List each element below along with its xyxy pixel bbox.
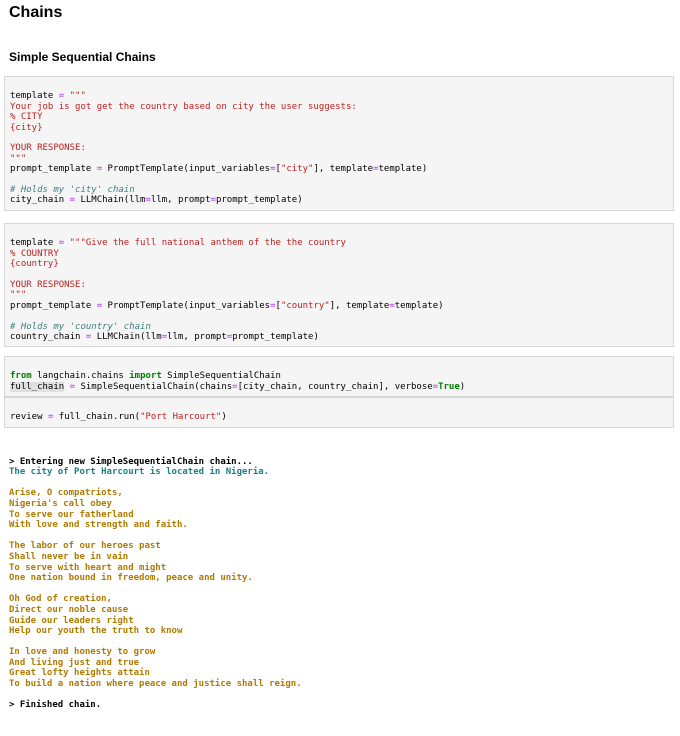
code-line-blank — [10, 175, 668, 185]
code-line: YOUR RESPONSE: — [10, 143, 86, 154]
anthem-stanza-1: Arise, O compatriots, Nigeria's call obey To serve our fatherland With love and strength and faith. — [9, 488, 188, 531]
output-finished: > Finished chain. — [9, 700, 102, 711]
page-title: Chains — [9, 4, 63, 21]
code-cell-full-chain[interactable] — [4, 356, 674, 397]
code-comment: # Holds my 'country' chain — [10, 321, 151, 332]
code-line-blank — [10, 270, 668, 280]
section-title: Simple Sequential Chains — [9, 50, 156, 64]
code-line: full_chain = SimpleSequentialChain(chains=[city_chain, country_chain], verbose=True) — [10, 381, 466, 392]
code-line: """ — [10, 290, 27, 301]
code-line: template = """ — [10, 91, 86, 102]
code-line: from langchain.chains import SimpleSequentialChain — [10, 371, 281, 382]
code-line: prompt_template = PromptTemplate(input_variables=["country"], template=template) — [10, 300, 444, 311]
code-line-blank — [10, 133, 668, 143]
code-line: Your job is got get the country based on city the user suggests: — [10, 101, 357, 112]
output-entering: > Entering new SimpleSequentialChain chain... — [9, 456, 253, 467]
output-city-result: The city of Port Harcourt is located in Nigeria. — [9, 467, 270, 478]
code-line: template = """Give the full national anthem of the the country — [10, 238, 346, 249]
code-line: prompt_template = PromptTemplate(input_variables=["city"], template=template) — [10, 164, 428, 175]
code-line: % CITY — [10, 112, 43, 123]
code-line: YOUR RESPONSE: — [10, 280, 86, 291]
code-line: {city} — [10, 122, 43, 133]
code-line: {country} — [10, 259, 59, 270]
code-line-blank — [10, 311, 668, 321]
cell-output — [9, 446, 302, 721]
code-cell-country-chain[interactable] — [4, 223, 674, 347]
code-line: % COUNTRY — [10, 248, 59, 259]
code-line: country_chain = LLMChain(llm=llm, prompt=prompt_template) — [10, 332, 319, 343]
code-cell-run[interactable] — [4, 397, 674, 428]
code-line: """ — [10, 153, 27, 164]
anthem-stanza-3: Oh God of creation, Direct our noble cause Guide our leaders right Help our youth the truth to know — [9, 594, 183, 637]
code-comment: # Holds my 'city' chain — [10, 185, 135, 196]
anthem-stanza-2: The labor of our heroes past Shall never be in vain To serve with heart and might One nation bound in freedom, peace and unity. — [9, 541, 253, 584]
code-cell-city-chain[interactable] — [4, 76, 674, 211]
code-line: review = full_chain.run("Port Harcourt") — [10, 412, 227, 423]
code-line: city_chain = LLMChain(llm=llm, prompt=prompt_template) — [10, 195, 303, 206]
anthem-stanza-4: In love and honesty to grow And living just and true Great lofty heights attain To build a nation where peace and justice shall reign. — [9, 647, 302, 690]
